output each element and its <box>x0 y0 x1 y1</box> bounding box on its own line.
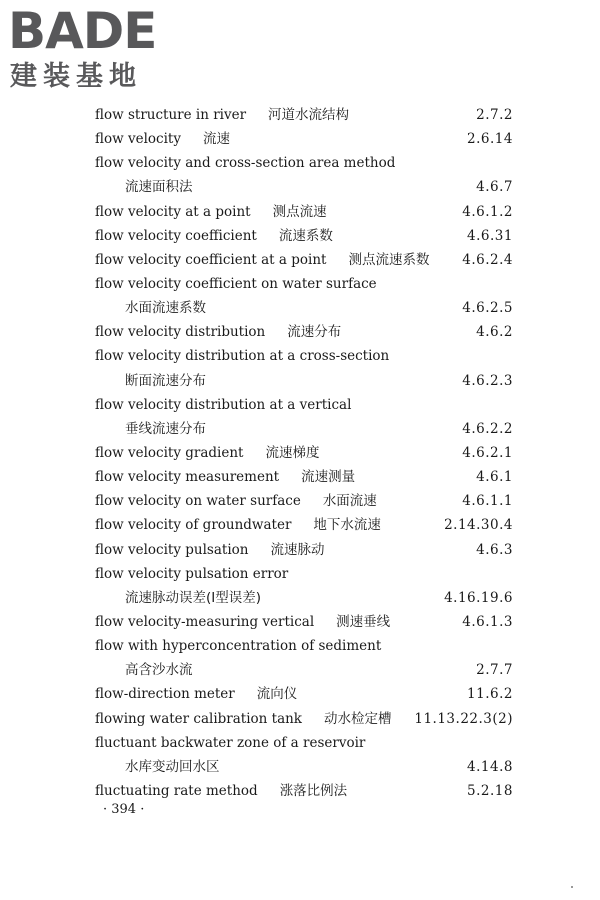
glossary-entry <box>0 610 600 634</box>
entry-english-term <box>95 489 377 513</box>
entry-chinese-term: 水库变动回水区 <box>125 758 220 775</box>
entry-chinese-term: 流速脉动误差(Ⅰ型误差) <box>125 589 262 606</box>
glossary-entry <box>0 513 600 537</box>
entry-english-term: flow with hyperconcentration of sediment <box>95 638 382 655</box>
entry-english-text: flowing water calibration tank <box>95 710 302 727</box>
entry-chinese-term: 流向仪 <box>256 686 298 703</box>
entry-chinese-term: 水面流速系数 <box>125 300 206 317</box>
entry-chinese-term: 流速测量 <box>301 469 356 486</box>
entry-english-term <box>95 610 390 634</box>
glossary-entry <box>0 296 600 320</box>
entry-chinese-term: 流速分布 <box>287 324 342 341</box>
bade-logo <box>8 2 178 96</box>
entry-english-term <box>95 538 324 562</box>
entry-english-term: flow velocity and cross-section area method <box>95 155 396 172</box>
entry-chinese-term: 测点流速 <box>272 203 327 220</box>
glossary-entry <box>0 103 600 127</box>
entry-english-term <box>95 200 327 224</box>
glossary-entry <box>0 272 600 296</box>
entry-chinese-term: 地下水流速 <box>313 517 381 534</box>
entry-english-text: flow velocity at a point <box>95 203 251 220</box>
entry-english-term <box>95 513 381 537</box>
entry-section-reference: 4.6.1.1 <box>462 493 513 510</box>
entry-section-reference: 11.13.22.3(2) <box>414 710 513 727</box>
entry-chinese-term: 流速面积法 <box>125 179 193 196</box>
entry-chinese-term: 垂线流速分布 <box>125 420 206 437</box>
entry-english-term: flow velocity distribution at a vertical <box>95 396 352 413</box>
entry-english-term <box>95 707 392 731</box>
glossary-entry <box>0 224 600 248</box>
entry-english-text: flow velocity-measuring vertical <box>95 613 315 630</box>
glossary-entry <box>0 417 600 441</box>
glossary-entry <box>0 755 600 779</box>
glossary-entry <box>0 320 600 344</box>
logo-wordmark: BADE <box>8 2 157 60</box>
entry-section-reference: 4.6.2.3 <box>462 372 513 389</box>
entry-section-reference: 11.6.2 <box>467 686 513 703</box>
entry-section-reference: 4.6.2.2 <box>462 420 513 437</box>
entry-section-reference: 4.6.2.1 <box>462 444 513 461</box>
entry-english-term: flow velocity coefficient on water surface <box>95 275 377 292</box>
entry-english-term <box>95 224 333 248</box>
entry-english-term <box>95 779 347 803</box>
glossary-entry <box>0 393 600 417</box>
entry-section-reference: 4.6.2.5 <box>462 300 513 317</box>
glossary-entry <box>0 441 600 465</box>
entry-section-reference: 4.6.3 <box>476 541 513 558</box>
entry-section-reference: 4.6.1.3 <box>462 613 513 630</box>
entry-english-term <box>95 103 349 127</box>
entry-english-text: flow velocity coefficient <box>95 227 257 244</box>
entry-english-text: flow velocity pulsation <box>95 541 249 558</box>
entry-chinese-term: 流速脉动 <box>270 541 325 558</box>
entry-section-reference: 5.2.18 <box>467 782 513 799</box>
entry-english-term <box>95 682 297 706</box>
entry-english-text: flow-direction meter <box>95 686 235 703</box>
entry-english-term: fluctuant backwater zone of a reservoir <box>95 734 366 751</box>
entry-english-text: flow velocity of groundwater <box>95 517 292 534</box>
glossary-entry <box>0 369 600 393</box>
glossary-entry <box>0 489 600 513</box>
entry-english-term <box>95 441 319 465</box>
glossary-entry <box>0 731 600 755</box>
entry-section-reference: 2.6.14 <box>467 131 513 148</box>
glossary-entry <box>0 151 600 175</box>
entry-english-text: fluctuating rate method <box>95 782 258 799</box>
entry-chinese-term: 测速垂线 <box>336 613 391 630</box>
glossary-entry <box>0 707 600 731</box>
entry-english-term <box>95 465 355 489</box>
entry-english-term <box>95 127 230 151</box>
entry-chinese-term: 高含沙水流 <box>125 662 193 679</box>
glossary-entry <box>0 344 600 368</box>
entry-english-text: flow velocity distribution <box>95 324 266 341</box>
entry-chinese-term: 涨落比例法 <box>279 782 348 799</box>
entry-chinese-term: 河道水流结构 <box>268 107 350 123</box>
entry-english-term: flow velocity pulsation error <box>95 565 289 582</box>
entry-english-text: flow velocity on water surface <box>95 493 301 510</box>
glossary-entry <box>0 538 600 562</box>
entry-english-text: flow structure in river <box>95 107 247 123</box>
entry-chinese-term: 流速系数 <box>278 227 333 244</box>
glossary-entry <box>0 465 600 489</box>
glossary-entry <box>0 658 600 682</box>
entry-english-text: flow velocity measurement <box>95 469 280 486</box>
entry-section-reference: 4.6.2.4 <box>462 251 513 268</box>
glossary-entry <box>0 682 600 706</box>
entry-section-reference: 4.14.8 <box>467 758 513 775</box>
entry-chinese-term: 测点流速系数 <box>348 251 430 268</box>
entry-chinese-term: 动水检定槽 <box>324 710 392 727</box>
entry-english-term <box>95 248 429 272</box>
glossary-entries <box>0 103 600 803</box>
glossary-entry <box>0 562 600 586</box>
glossary-entry <box>0 248 600 272</box>
scan-speck <box>571 886 573 888</box>
entry-section-reference: 4.6.1.2 <box>462 203 513 220</box>
entry-chinese-term: 流速 <box>202 131 230 148</box>
glossary-entry <box>0 200 600 224</box>
entry-chinese-term: 断面流速分布 <box>125 372 206 389</box>
entry-section-reference: 2.14.30.4 <box>444 517 513 534</box>
logo-chinese-text: 建装基地 <box>10 61 142 92</box>
glossary-entry <box>0 127 600 151</box>
entry-section-reference: 4.16.19.6 <box>444 589 513 606</box>
entry-chinese-term: 流速梯度 <box>265 444 320 461</box>
entry-section-reference: 2.7.7 <box>476 662 513 679</box>
entry-section-reference: 4.6.2 <box>476 324 513 341</box>
entry-section-reference: 4.6.31 <box>467 227 513 244</box>
page-number: · 394 · <box>103 802 145 817</box>
entry-section-reference: 4.6.1 <box>476 469 513 486</box>
glossary-entry <box>0 586 600 610</box>
glossary-entry <box>0 175 600 199</box>
entry-chinese-term: 水面流速 <box>322 493 377 510</box>
entry-section-reference: 2.7.2 <box>476 107 513 123</box>
entry-english-text: flow velocity gradient <box>95 444 244 461</box>
entry-english-term: flow velocity distribution at a cross-section <box>95 348 390 365</box>
entry-english-text: flow velocity <box>95 131 181 148</box>
entry-section-reference: 4.6.7 <box>476 179 513 196</box>
glossary-entry <box>0 634 600 658</box>
entry-english-term <box>95 320 341 344</box>
glossary-entry <box>0 779 600 803</box>
entry-english-text: flow velocity coefficient at a point <box>95 251 327 268</box>
